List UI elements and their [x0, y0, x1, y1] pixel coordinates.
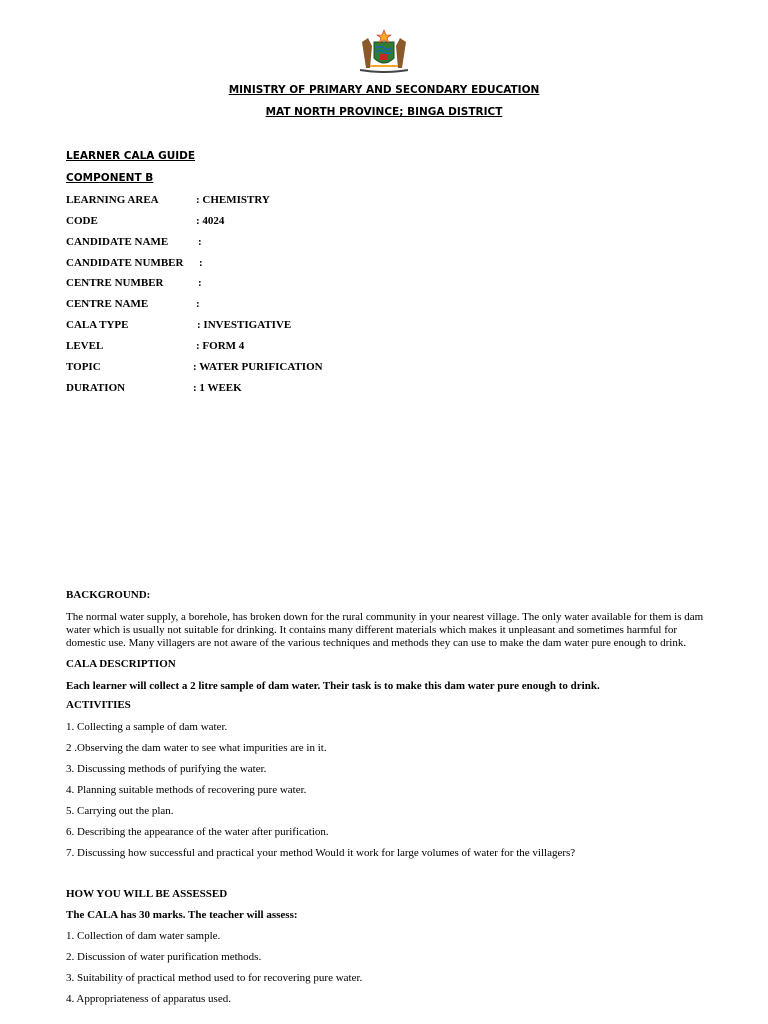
- cala-description-task: Each learner will collect a 2 litre sample of dam water. Their task is to make this dam water pure enough to drink.: [66, 680, 600, 692]
- field-label: TOPIC: [66, 361, 101, 373]
- field-label: CALA TYPE: [66, 319, 129, 331]
- guide-title: LEARNER CALA GUIDE: [66, 150, 196, 162]
- assessment-item: 4. Appropriateness of apparatus used.: [66, 993, 231, 1005]
- coat-of-arms-emblem: [352, 28, 416, 74]
- field-label: CANDIDATE NAME: [66, 236, 169, 248]
- province-heading: MAT NORTH PROVINCE; BINGA DISTRICT: [265, 106, 503, 118]
- field-label: CANDIDATE NUMBER: [66, 257, 184, 269]
- field-label: DURATION: [66, 382, 126, 394]
- assessment-item: 2. Discussion of water purification methods.: [66, 951, 262, 963]
- field-value: : FORM 4: [196, 340, 245, 352]
- assessment-item: 3. Suitability of practical method used to for recovering pure water.: [66, 972, 363, 984]
- field-value: : 1 WEEK: [193, 382, 242, 394]
- field-value: :: [198, 236, 202, 248]
- field-value: : 4024: [196, 215, 225, 227]
- field-label: CENTRE NUMBER: [66, 277, 164, 289]
- activity-item: 4. Planning suitable methods of recovering pure water.: [66, 784, 307, 796]
- field-value: :: [196, 298, 200, 310]
- background-paragraph: The normal water supply, a borehole, has broken down for the rural community in your nearest village. The only water available for them is dam water which is usually not suitable for drinking. It contains many different materials which makes it unpleasant and sometimes harmful for domestic use. Many villagers are not aware of the various techniques and methods they can use to make the dam water pure enough to drink.: [66, 611, 704, 649]
- field-value: : CHEMISTRY: [196, 194, 270, 206]
- activity-item: 5. Carrying out the plan.: [66, 805, 174, 817]
- activities-heading: ACTIVITIES: [66, 699, 131, 711]
- assessment-intro: The CALA has 30 marks. The teacher will assess:: [66, 909, 298, 921]
- field-label: CENTRE NAME: [66, 298, 149, 310]
- field-label: LEVEL: [66, 340, 104, 352]
- activity-item: 1. Collecting a sample of dam water.: [66, 721, 228, 733]
- assessment-item: 1. Collection of dam water sample.: [66, 930, 221, 942]
- background-heading: BACKGROUND:: [66, 589, 151, 601]
- field-value: :: [199, 257, 203, 269]
- component-title: COMPONENT B: [66, 172, 154, 184]
- field-value: : INVESTIGATIVE: [197, 319, 292, 331]
- cala-description-heading: CALA DESCRIPTION: [66, 658, 176, 670]
- field-value: :: [198, 277, 202, 289]
- field-label: LEARNING AREA: [66, 194, 159, 206]
- activity-item: 7. Discussing how successful and practical your method Would it work for large volumes of water for the villagers?: [66, 847, 576, 859]
- field-value: : WATER PURIFICATION: [193, 361, 323, 373]
- activity-item: 2 .Observing the dam water to see what impurities are in it.: [66, 742, 327, 754]
- field-label: CODE: [66, 215, 98, 227]
- ministry-heading: MINISTRY OF PRIMARY AND SECONDARY EDUCATION: [228, 84, 540, 96]
- activity-item: 3. Discussing methods of purifying the water.: [66, 763, 267, 775]
- activity-item: 6. Describing the appearance of the water after purification.: [66, 826, 329, 838]
- assessment-heading: HOW YOU WILL BE ASSESSED: [66, 888, 228, 900]
